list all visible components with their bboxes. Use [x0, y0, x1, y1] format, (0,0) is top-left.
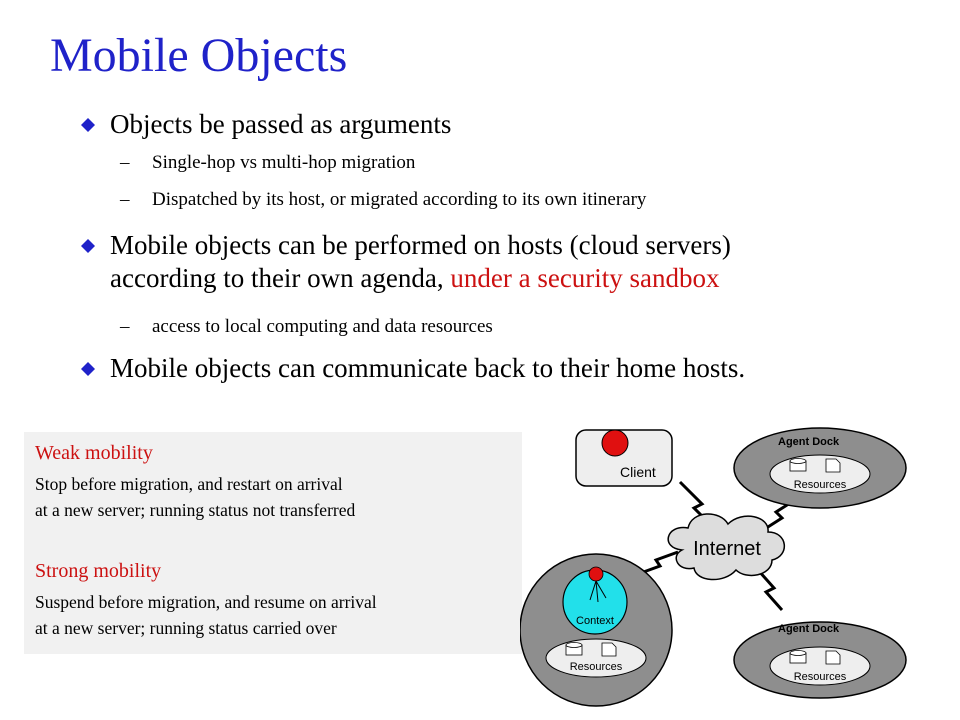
bullet-2 — [110, 229, 930, 295]
database-icon — [790, 459, 806, 472]
bullet-3 — [110, 352, 930, 385]
sub-bullet-1: – Single-hop vs multi-hop migration — [120, 152, 416, 173]
document-icon — [826, 459, 840, 472]
sub-bullet-2-text: Dispatched by its host, or migrated according to its own itinerary — [152, 189, 647, 210]
host-with-agent — [520, 554, 672, 706]
sub-bullet-2: – Dispatched by its host, or migrated according to its own itinerary — [120, 189, 647, 210]
diamond-bullet-icon — [80, 238, 96, 254]
resources-label-top: Resources — [793, 479, 847, 491]
slide-title: Mobile Objects — [50, 29, 348, 82]
bullet-3-text: Mobile objects can communicate back to their home hosts. — [110, 353, 746, 383]
strong-mobility-line2: at a new server; running status carried over — [35, 618, 337, 638]
weak-mobility-title: Weak mobility — [35, 442, 153, 464]
strong-mobility-title: Strong mobility — [35, 560, 162, 582]
bullet-2-line2: according to their own agenda, — [110, 263, 451, 293]
agent-dock-bottom-label: Agent Dock — [778, 623, 840, 635]
weak-mobility-line1: Stop before migration, and restart on arrival — [35, 474, 343, 494]
strong-mobility-line1: Suspend before migration, and resume on arrival — [35, 592, 377, 612]
agent-dot — [589, 567, 603, 581]
resources-label-bottom: Resources — [793, 671, 847, 683]
agent-dock-top — [734, 428, 906, 508]
internet-cloud — [668, 514, 784, 580]
bullet-1 — [110, 108, 930, 141]
agent-dock-bottom — [734, 622, 906, 698]
document-icon — [602, 643, 616, 656]
context-label: Context — [576, 615, 614, 627]
link-internet-dock-bottom — [758, 570, 782, 610]
database-icon — [790, 651, 806, 664]
sub-bullet-3-text: access to local computing and data resources — [152, 316, 493, 337]
client-node — [576, 430, 672, 486]
weak-mobility-line2: at a new server; running status not transferred — [35, 500, 356, 520]
resources-label-host: Resources — [569, 661, 623, 673]
database-icon — [566, 643, 582, 656]
sub-bullet-1-text: Single-hop vs multi-hop migration — [152, 152, 416, 173]
agent-dock-top-label: Agent Dock — [778, 436, 840, 448]
diamond-bullet-icon — [80, 361, 96, 377]
mobility-diagram — [520, 420, 920, 720]
sub-bullet-3: – access to local computing and data resources — [120, 316, 493, 337]
diamond-bullet-icon — [80, 117, 96, 133]
bullet-2-highlight: under a security sandbox — [450, 263, 720, 293]
mobility-box — [24, 432, 522, 654]
document-icon — [826, 651, 840, 664]
client-label: Client — [620, 464, 656, 480]
internet-label: Internet — [693, 538, 761, 560]
bullet-1-text: Objects be passed as arguments — [110, 109, 452, 139]
bullet-2-line1: Mobile objects can be performed on hosts (cloud servers) — [110, 230, 731, 260]
